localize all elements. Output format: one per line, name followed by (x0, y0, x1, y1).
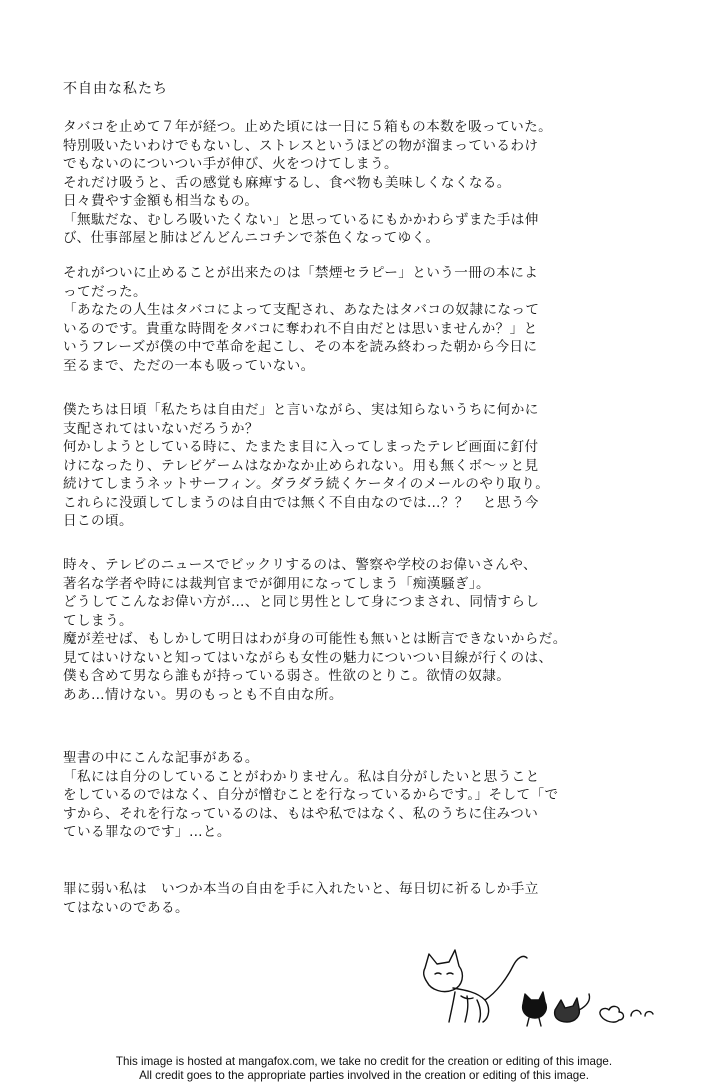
text-line: 罪に弱い私は いつか本当の自由を手に入れたいと、毎日切に祈るしか手立 (63, 881, 539, 897)
essay-title: 不自由な私たち (63, 81, 168, 97)
text-line: どうしてこんなお偉い方が…、と同じ男性として身につまされ、同情すらし (63, 594, 540, 610)
paragraph-2 (63, 264, 673, 375)
text-line: をしているのではなく、自分が憎むことを行なっているからです。」そして「で (63, 787, 559, 803)
text-line: 支配されてはいないだろうか？ (63, 420, 259, 437)
text-line: 続けてしまうネットサーフィン。ダラダラ続くケータイのメールのやり取り。 (63, 476, 550, 492)
text-line: ている罪なのです」…と。 (63, 824, 231, 840)
paragraph-6 (63, 880, 673, 917)
text-line: 僕たちは日頃「私たちは自由だ」と言いながら、実は知らないうちに何かに (63, 402, 539, 418)
text-line: それがついに止めることが出来たのは「禁煙セラピー」という一冊の本によ (63, 265, 539, 281)
hosting-credit-footer (0, 1055, 728, 1083)
paragraph-3 (63, 401, 673, 531)
text-line: 見てはいけないと知ってはいながらも女性の魅力についつい目線が行くのは、 (63, 649, 553, 666)
text-line: いるのです。貴重な時間をタバコに奪われ不自由だとは思いませんか？」と (63, 320, 538, 337)
footer-line-1: This image is hosted at mangafox.com, we take no credit for the creation or editing of this image. (115, 1055, 613, 1068)
text-line: 時々、テレビのニュースでビックリするのは、警察や学校のお偉いさんや、 (63, 557, 538, 573)
text-line: でもないのについつい手が伸び、火をつけてしまう。 (63, 156, 399, 172)
text-line: 日この頃。 (63, 513, 133, 529)
text-line: けになったり、テレビゲームはなかなか止められない。用も無くボ～ッと見 (63, 457, 539, 474)
text-line: 日々費やす金額も相当なもの。 (63, 193, 259, 209)
text-line: 僕も含めて男なら誰もが持っている弱さ。性欲のとりこ。欲情の奴隷。 (63, 668, 511, 684)
paragraph-4 (63, 556, 673, 704)
text-line: 「あなたの人生はタバコによって支配され、あなたはタバコの奴隷になって (63, 302, 540, 318)
text-line: タバコを止めて７年が経つ。止めた頃には一日に５箱もの本数を吸っていた。 (63, 119, 553, 135)
text-line: これらに没頭してしまうのは自由では無く不自由なのでは…？？ と思う今 (63, 494, 539, 511)
text-line: 特別吸いたいわけでもないし、ストレスというほどの物が溜まっているわけ (63, 137, 539, 154)
text-line: てしまう。 (63, 612, 133, 629)
text-line: 「無駄だな、むしろ吸いたくない」と思っているにもかかわらずまた手は伸 (63, 211, 539, 228)
text-line: 「私には自分のしていることがわかりません。私は自分がしたいと思うこと (63, 768, 540, 785)
text-line: 聖書の中にこんな記事がある。 (63, 750, 259, 766)
paragraph-1 (63, 118, 673, 248)
paragraph-5 (63, 749, 673, 842)
text-line: 至るまで、ただの一本も吸っていない。 (63, 357, 315, 374)
text-line: 何かしようとしている時に、たまたま目に入ってしまったテレビ画面に釘付 (63, 439, 539, 455)
footer-line-2: All credit goes to the appropriate parties involved in the creation or editing of this image. (139, 1069, 589, 1082)
text-line: 魔が差せば、もしかして明日はわが身の可能性も無いとは断言できないからだ。 (63, 631, 567, 647)
text-line: てはないのである。 (63, 899, 189, 916)
text-line: 著名な学者や時には裁判官までが御用になってしまう「痴漢騒ぎ」。 (63, 575, 491, 592)
text-line: び、仕事部屋と肺はどんどんニコチンで茶色くなってゆく。 (63, 230, 440, 246)
text-line: すから、それを行なっているのは、もはや私ではなく、私のうちに住みつい (63, 805, 539, 822)
text-line: それだけ吸うと、舌の感覚も麻痺するし、食べ物も美味しくなくなる。 (63, 174, 511, 191)
text-line: いうフレーズが僕の中で革命を起こし、その本を読み終わった朝から今日に (63, 339, 538, 355)
text-line: ああ…情けない。男のもっとも不自由な所。 (63, 686, 343, 703)
text-line: ってだった。 (63, 283, 147, 300)
cat-doodle-illustration (405, 930, 685, 1030)
